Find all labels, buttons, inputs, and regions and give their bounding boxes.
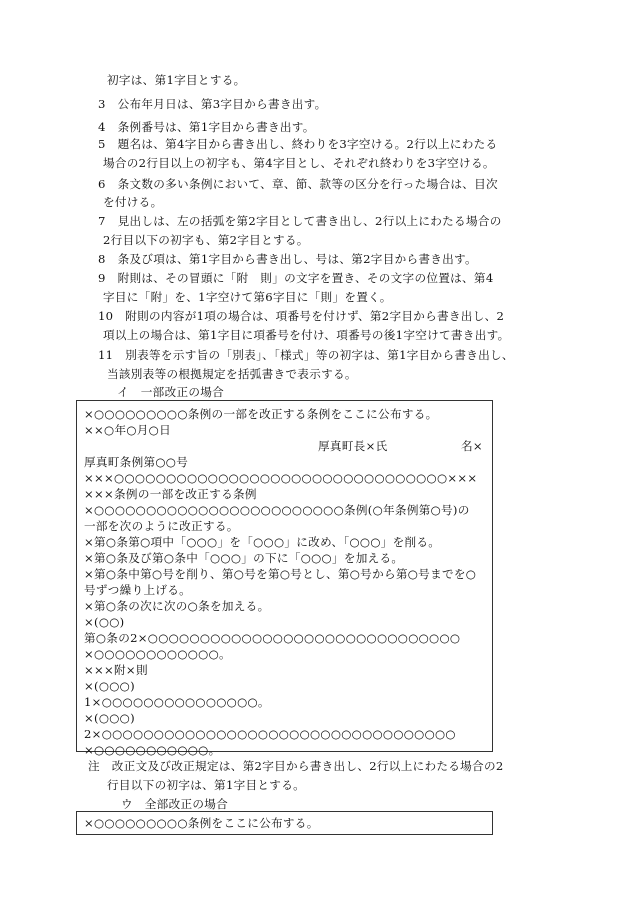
box-partial-line-18: ×(○○○) — [84, 679, 135, 693]
box-partial-line-22: ×○○○○○○○○○○○。 — [84, 743, 221, 757]
box-partial-line-5: ×××○○○○○○○○○○○○○○○○○○○○○○○○○○○○○○○○××× — [84, 471, 478, 485]
rule-item-9-line-2: 字目に「附」を、1字空けて第6字目に「則」を置く。 — [103, 290, 392, 304]
box-partial-line-10: ×第○条及び第○条中「○○○」の下に「○○○」を加える。 — [84, 551, 404, 565]
box-partial-line-14: ×(○○) — [84, 615, 125, 629]
rule-item-5-line-1: 5 題名は、第4字目から書き出し、終わりを3字空ける。2行以上にわたる — [98, 137, 498, 151]
rule-item-4: 4 条例番号は、第1字目から書き出す。 — [98, 120, 315, 134]
rule-item-8: 8 条及び項は、第1字目から書き出し、号は、第2字目から書き出す。 — [98, 252, 477, 266]
box-partial-line-7: ×○○○○○○○○○○○○○○○○○○○○○○○○条例(○年条例第○号)の — [84, 503, 470, 517]
box-partial-line-20: ×(○○○) — [84, 711, 135, 725]
box-partial-line-16: ×○○○○○○○○○○○○。 — [84, 647, 231, 661]
box-partial-line-11: ×第○条中第○号を削り、第○号を第○号とし、第○号から第○号までを○ — [84, 567, 477, 581]
box-partial-line-2: ××○年○月○日 — [84, 423, 171, 437]
note-line-2: 行目以下の初字は、第1字目とする。 — [107, 778, 305, 792]
rule-item-11-line-2: 当該別表等の根拠規定を括弧書きで表示する。 — [107, 367, 357, 381]
box-partial-mayor-name: 名× — [461, 439, 483, 453]
rule-item-6-line-2: を付ける。 — [103, 195, 163, 209]
rule-item-5-line-2: 場合の2行目以上の初字も、第4字目とし、それぞれ終わりを3字空ける。 — [103, 156, 495, 170]
rule-item-9-line-1: 9 附則は、その冒頭に「附 則」の文字を置き、その文字の位置は、第4 — [98, 271, 494, 285]
box-partial-line-1: ×○○○○○○○○○条例の一部を改正する条例をここに公布する。 — [84, 407, 438, 421]
rule-item-3: 3 公布年月日は、第3字目から書き出す。 — [98, 97, 327, 111]
rule-item-10-line-1: 10 附則の内容が1項の場合は、項番号を付けず、第2字目から書き出し、2 — [98, 309, 505, 323]
box-partial-line-19: 1×○○○○○○○○○○○○○○○。 — [84, 695, 270, 709]
rule-item-7-line-2: 2行目以下の初字も、第2字目とする。 — [103, 233, 309, 247]
note-line-1: 注 改正文及び改正規定は、第2字目から書き出し、2行以上にわたる場合の2 — [88, 759, 504, 773]
box-partial-line-4: 厚真町条例第○○号 — [84, 455, 189, 469]
box-partial-line-13: ×第○条の次に次の○条を加える。 — [84, 599, 270, 613]
box-partial-line-17: ×××附×則 — [84, 663, 148, 677]
rule-item-11-line-1: 11 別表等を示す旨の「別表」、「様式」等の初字は、第1字目から書き出し、 — [98, 348, 514, 362]
rule-item-6-line-1: 6 条文数の多い条例において、章、節、款等の区分を行った場合は、目次 — [98, 177, 498, 191]
box-partial-line-12: 号ずつ繰り上げる。 — [84, 583, 192, 597]
box-partial-line-15: 第○条の2×○○○○○○○○○○○○○○○○○○○○○○○○○○○○○○ — [84, 631, 461, 645]
box-partial-line-8: 一部を次のように改正する。 — [84, 519, 239, 533]
rule-item-7-line-1: 7 見出しは、左の括弧を第2字目として書き出し、2行以上にわたる場合の — [98, 214, 502, 228]
box-partial-mayor-title: 厚真町長×氏 — [318, 439, 388, 453]
rule-item-10-line-2: 項以上の場合は、第1字目に項番号を付け、項番号の後1字空けて書き出す。 — [103, 328, 510, 342]
box-partial-line-6: ×××条例の一部を改正する条例 — [84, 487, 257, 501]
box-partial-line-21: 2×○○○○○○○○○○○○○○○○○○○○○○○○○○○○○○○○○○ — [84, 727, 456, 741]
section-u-heading: ウ 全部改正の場合 — [121, 797, 229, 811]
box-full-line-1: ×○○○○○○○○○条例をここに公布する。 — [84, 816, 319, 830]
box-partial-line-9: ×第○条第○項中「○○○」を「○○○」に改め、「○○○」を削る。 — [84, 535, 441, 549]
section-i-heading: イ 一部改正の場合 — [117, 385, 225, 399]
rule-lead-line: 初字は、第1字目とする。 — [107, 73, 246, 87]
